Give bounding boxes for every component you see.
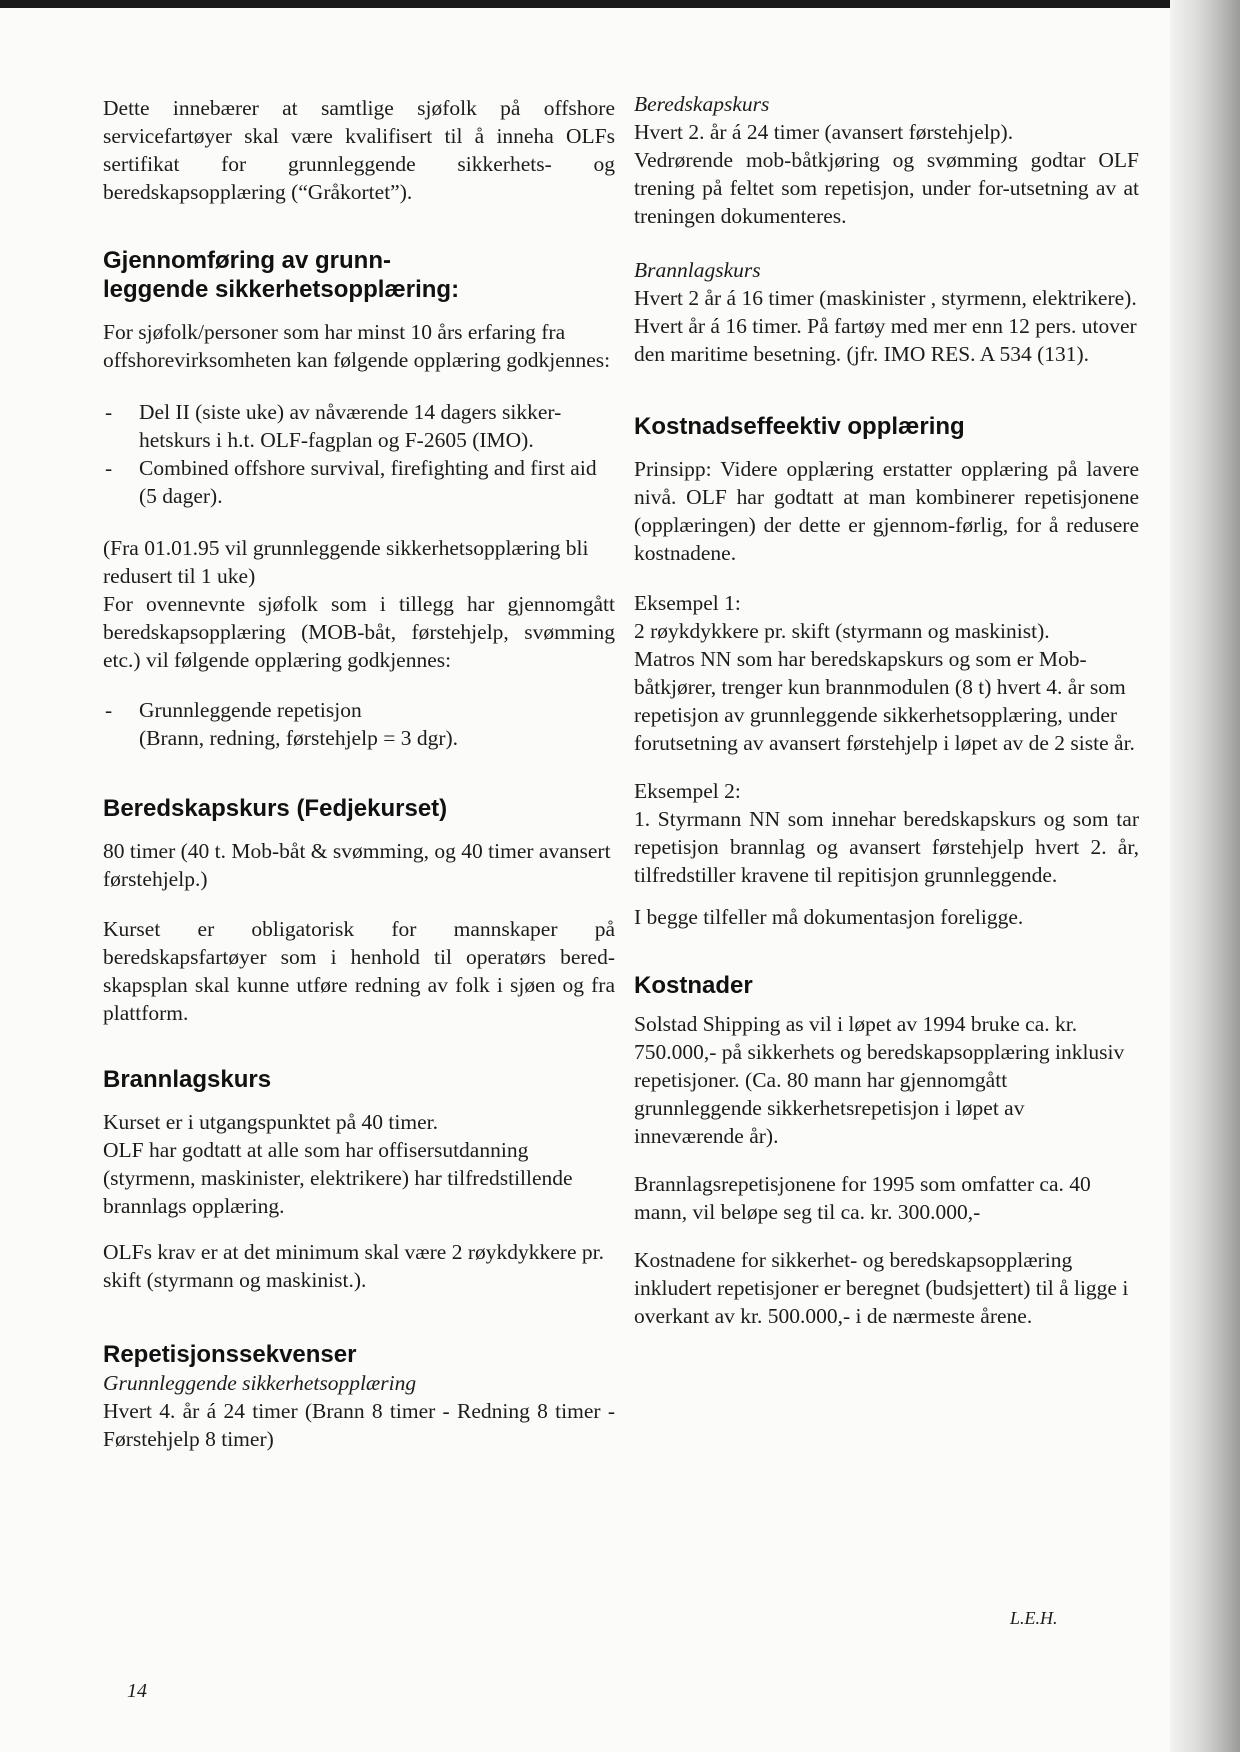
heading-brannlagskurs: Brannlagskurs: [103, 1066, 272, 1093]
gjennomforing-list: [103, 398, 615, 510]
ovennevnte-paragraph: For ovennevnte sjøfolk som i tillegg har gjennomgått beredskapsopplæring (MOB-båt, førstehjelp, svømming etc.) vil følgende opplæring godkjennes:: [103, 592, 615, 672]
subheading-beredskapskurs: Beredskapskurs: [634, 92, 770, 116]
intro-paragraph: Dette innebærer at samtlige sjøfolk på offshore servicefartøyer skal være kvalifisert til å inneha OLFs sertifikat for grunnleggende sikkerhets- og beredskapsopplæring (“Gråkortet”).: [103, 96, 615, 204]
right-column: [634, 92, 1139, 1330]
conclusion-line: I begge tilfeller må dokumentasjon foreligge.: [634, 905, 1024, 929]
gjennomforing-paragraph: For sjøfolk/personer som har minst 10 års erfaring fra offshorevirksomheten kan følgende opplæring godkjennes:: [103, 320, 611, 372]
heading-repetisjonssekvenser: Repetisjonssekvenser: [103, 1341, 357, 1368]
list-item: - Combined offshore survival, firefighting and first aid (5 dager).: [103, 454, 615, 510]
brannlagskurs-paragraph-1: Kurset er i utgangspunktet på 40 timer. OLF har godtatt at alle som har offisersutdanning (styrmenn, maskinister, elektrikere) har tilfredstillende brannlags opplæring.: [103, 1110, 573, 1218]
signature: L.E.H.: [1010, 1608, 1058, 1628]
page-number: 14: [127, 1680, 147, 1702]
example-1-line: 2 røykdykkere pr. skift (styrmann og maskinist).: [634, 619, 1050, 643]
heading-gjennomforing: Gjennomføring av grunn- leggende sikkerhetsopplæring:: [103, 247, 460, 303]
scan-top-border: [0, 0, 1240, 8]
kostnader-paragraph-2: Brannlagsrepetisjonene for 1995 som omfatter ca. 40 mann, vil beløpe seg til ca. kr. 300.000,-: [634, 1172, 1091, 1224]
example-1-text: Matros NN som har beredskapskurs og som er Mob-båtkjører, trenger kun brannmodulen (8 t) hvert 4. år som repetisjon av grunnleggende sikkerhetsopplæring, under forutsetning av avansert førstehjelp i løpet av de 2 siste år.: [634, 647, 1135, 755]
beredskapskurs-paragraph-1: 80 timer (40 t. Mob-båt & svømming, og 40 timer avansert førstehjelp.): [103, 839, 611, 891]
heading-kostnader: Kostnader: [634, 972, 753, 999]
beredskapskurs-rep-line: Hvert 2. år á 24 timer (avansert førstehjelp).: [634, 120, 1014, 144]
example-1-title: Eksempel 1:: [634, 591, 741, 615]
list-item: - Grunnleggende repetisjon (Brann, redning, førstehjelp = 3 dgr).: [103, 696, 615, 752]
example-2-title: Eksempel 2:: [634, 779, 741, 803]
repetisjon-text: Hvert 4. år á 24 timer (Brann 8 timer - Redning 8 timer - Førstehjelp 8 timer): [103, 1399, 615, 1451]
kostnader-paragraph-1: Solstad Shipping as vil i løpet av 1994 bruke ca. kr. 750.000,- på sikkerhets og beredskapsopplæring inklusiv repetisjoner. (Ca. 80 mann har gjennomgått grunnleggende sikkerhetsrepetisjon i løpet av inneværende år).: [634, 1012, 1125, 1148]
subheading-brannlagskurs: Brannlagskurs: [634, 258, 761, 282]
beredskapskurs-rep-text: Vedrørende mob-båtkjøring og svømming godtar OLF trening på feltet som repetisjon, under for-utsetning av at treningen dokumenteres.: [634, 148, 1139, 228]
beredskapskurs-paragraph-2: Kurset er obligatorisk for mannskaper på beredskapsfartøyer som i henhold til operatørs bered-skapsplan skal kunne utføre redning av folk i sjøen og fra plattform.: [103, 917, 615, 1025]
brannlagskurs-rep-text-1: Hvert 2 år á 16 timer (maskinister , styrmenn, elektrikere).: [634, 286, 1137, 310]
kostnadseffektiv-paragraph: Prinsipp: Videre opplæring erstatter opplæring på lavere nivå. OLF har godtatt at man kombinerer repetisjonene (opplæringen) der dette er gjennom-førlig, for å redusere kostnadene.: [634, 457, 1139, 565]
repetisjon-list: [103, 696, 615, 752]
left-column: [103, 92, 615, 1453]
page-spine-shadow: [1170, 0, 1240, 1752]
kostnader-paragraph-3: Kostnadene for sikkerhet- og beredskapsopplæring inkludert repetisjoner er beregnet (budsjettert) til å ligge i overkant av kr. 500.000,- i de nærmeste årene.: [634, 1248, 1129, 1328]
heading-kostnadseffektiv: Kostnadseffeektiv opplæring: [634, 413, 965, 440]
list-item: - Del II (siste uke) av nåværende 14 dagers sikker-hetskurs i h.t. OLF-fagplan og F-2605 (IMO).: [103, 398, 615, 454]
subheading-grunnleggende: Grunnleggende sikkerhetsopplæring: [103, 1371, 417, 1395]
example-2-text: 1. Styrmann NN som innehar beredskapskurs og som tar repetisjon brannlag og avansert førstehjelp hvert 2. år, tilfredstiller kravene til repitisjon grunnleggende.: [634, 807, 1139, 887]
fra-paragraph: (Fra 01.01.95 vil grunnleggende sikkerhetsopplæring bli redusert til 1 uke): [103, 536, 589, 588]
heading-beredskapskurs: Beredskapskurs (Fedjekurset): [103, 795, 448, 822]
brannlagskurs-rep-text-2: Hvert år á 16 timer. På fartøy med mer enn 12 pers. utover den maritime besetning. (jfr. IMO RES. A 534 (131).: [634, 314, 1137, 366]
brannlagskurs-paragraph-2: OLFs krav er at det minimum skal være 2 røykdykkere pr. skift (styrmann og maskinist.).: [103, 1240, 604, 1292]
